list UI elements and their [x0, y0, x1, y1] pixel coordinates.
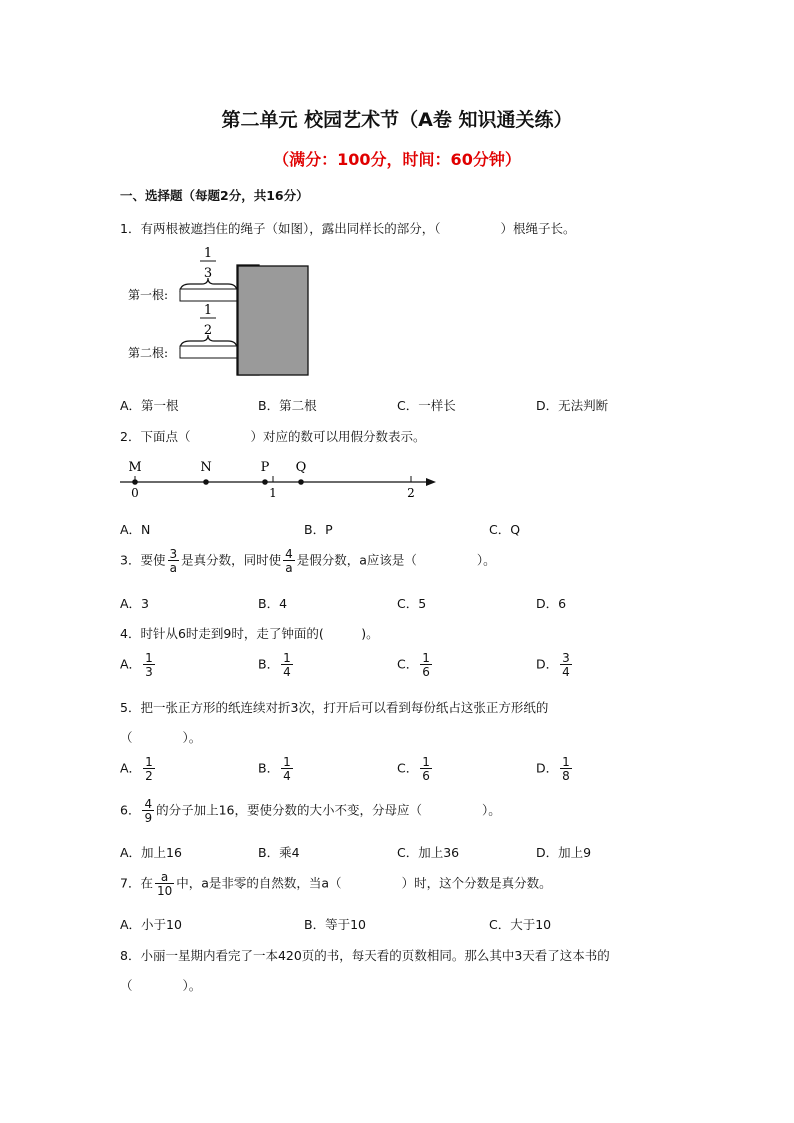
q7-option-b[interactable]: B．等于10 [304, 917, 366, 932]
fraction: $\frac{4}{a}$ [285, 547, 293, 575]
q2-option-b[interactable]: B．P [304, 522, 333, 537]
question-5-blank-line[interactable]: （ ）。 [120, 730, 202, 745]
question-7 [120, 871, 552, 897]
question-6-text-b: 的分子加上16，要使分数的大小不变，分母应（ [156, 802, 423, 818]
point-n [203, 479, 209, 485]
question-1-text-a: 1．有两根被遮挡住的绳子（如图），露出同样长的部分，（ [120, 221, 441, 236]
q3-option-c[interactable]: C．5 [397, 596, 427, 611]
point-p [262, 479, 268, 485]
q1-option-a[interactable]: A．第一根 [120, 398, 179, 413]
q2-option-a[interactable]: A．N [120, 522, 151, 537]
q3-option-d[interactable]: D．6 [536, 596, 567, 611]
q1-option-b[interactable]: B．第二根 [258, 398, 317, 413]
q1-option-c[interactable]: C．一样长 [397, 398, 456, 413]
rope1-label: 第一根: [128, 288, 169, 302]
rope2-frac-num: 1 [203, 303, 213, 318]
tick-label-1: 1 [269, 486, 277, 500]
q1-option-d[interactable]: D．无法判断 [536, 398, 609, 413]
q6-option-d[interactable]: D．加上9 [536, 845, 592, 860]
q4-option-b[interactable]: B． $\frac{1}{4}$ [258, 651, 291, 679]
question-7-text-b: 中，a是非零的自然数，当a（ [176, 875, 342, 891]
question-3-text-b: 是真分数，同时使 [181, 552, 282, 568]
q4-option-a[interactable]: A． $\frac{1}{3}$ [120, 651, 153, 679]
question-3 [120, 548, 496, 574]
number-line [118, 455, 443, 505]
question-6 [120, 798, 501, 824]
question-2-text-a: 2．下面点（ [120, 429, 191, 444]
fraction: $\frac{3}{a}$ [169, 547, 178, 575]
q4-option-d[interactable]: D． $\frac{3}{4}$ [536, 651, 570, 679]
q4-option-c[interactable]: C． $\frac{1}{6}$ [397, 651, 430, 679]
question-3-text-d: ）。 [476, 552, 496, 568]
q3-option-b[interactable]: B．4 [258, 596, 288, 611]
tick-label-2: 2 [407, 486, 415, 500]
point-label-p: P [260, 460, 270, 475]
question-7-text-c: ）时，这个分数是真分数。 [401, 875, 552, 891]
q5-option-a[interactable]: A． $\frac{1}{2}$ [120, 755, 153, 783]
question-3-text-c: 是假分数，a应该是（ [296, 552, 417, 568]
rope2-label: 第二根: [128, 346, 169, 360]
question-1 [120, 219, 575, 237]
rope2-frac-den: 2 [203, 323, 213, 338]
point-label-m: M [128, 460, 142, 475]
point-label-q: Q [295, 460, 307, 475]
rope2-bar [180, 346, 238, 358]
question-6-text-c: ）。 [482, 802, 501, 818]
fraction: $\frac{4}{9}$ [144, 797, 153, 825]
q7-option-a[interactable]: A．小于10 [120, 917, 182, 932]
question-5: 5．把一张正方形的纸连续对折3次，打开后可以看到每份纸占这张正方形纸的 [120, 700, 549, 715]
question-6-text-a: 6． [120, 802, 141, 818]
question-2-text-b: ）对应的数可以用假分数表示。 [250, 429, 426, 444]
number-line-arrow [426, 478, 436, 486]
fraction: $\frac{a}{10}$ [156, 870, 173, 898]
question-2 [120, 427, 425, 445]
cover-block [237, 265, 309, 377]
rope1-frac-num: 1 [203, 246, 213, 261]
q5-option-d[interactable]: D． $\frac{1}{8}$ [536, 755, 570, 783]
q3-option-a[interactable]: A．3 [120, 596, 150, 611]
q5-option-b[interactable]: B． $\frac{1}{4}$ [258, 755, 291, 783]
rope1-frac-den: 3 [203, 266, 213, 281]
rope1-bar [180, 289, 238, 301]
question-8: 8．小丽一星期内看完了一本420页的书，每天看的页数相同。那么其中3天看了这本书的 [120, 948, 610, 963]
section-heading-choice: 一、选择题（每题2分，共16分） [120, 188, 309, 203]
question-3-text-a: 3．要使 [120, 552, 166, 568]
tick-label-0: 0 [131, 486, 139, 500]
point-m [132, 479, 138, 485]
question-7-text-a: 7．在 [120, 875, 153, 891]
question-4: 4．时针从6时走到9时，走了钟面的( )。 [120, 626, 379, 641]
q6-option-b[interactable]: B．乘4 [258, 845, 300, 860]
page-subtitle: （满分：100分，时间：60分钟） [273, 150, 521, 169]
q7-option-c[interactable]: C．大于10 [489, 917, 552, 932]
page-title: 第二单元 校园艺术节（A卷 知识通关练） [221, 109, 573, 131]
q5-option-c[interactable]: C． $\frac{1}{6}$ [397, 755, 430, 783]
question-1-text-b: ）根绳子长。 [500, 221, 576, 236]
point-q [298, 479, 304, 485]
point-label-n: N [200, 460, 212, 475]
q2-option-c[interactable]: C．Q [489, 522, 521, 537]
question-8-blank-line[interactable]: （ ）。 [120, 978, 202, 993]
q6-option-a[interactable]: A．加上16 [120, 845, 182, 860]
q6-option-c[interactable]: C．加上36 [397, 845, 460, 860]
